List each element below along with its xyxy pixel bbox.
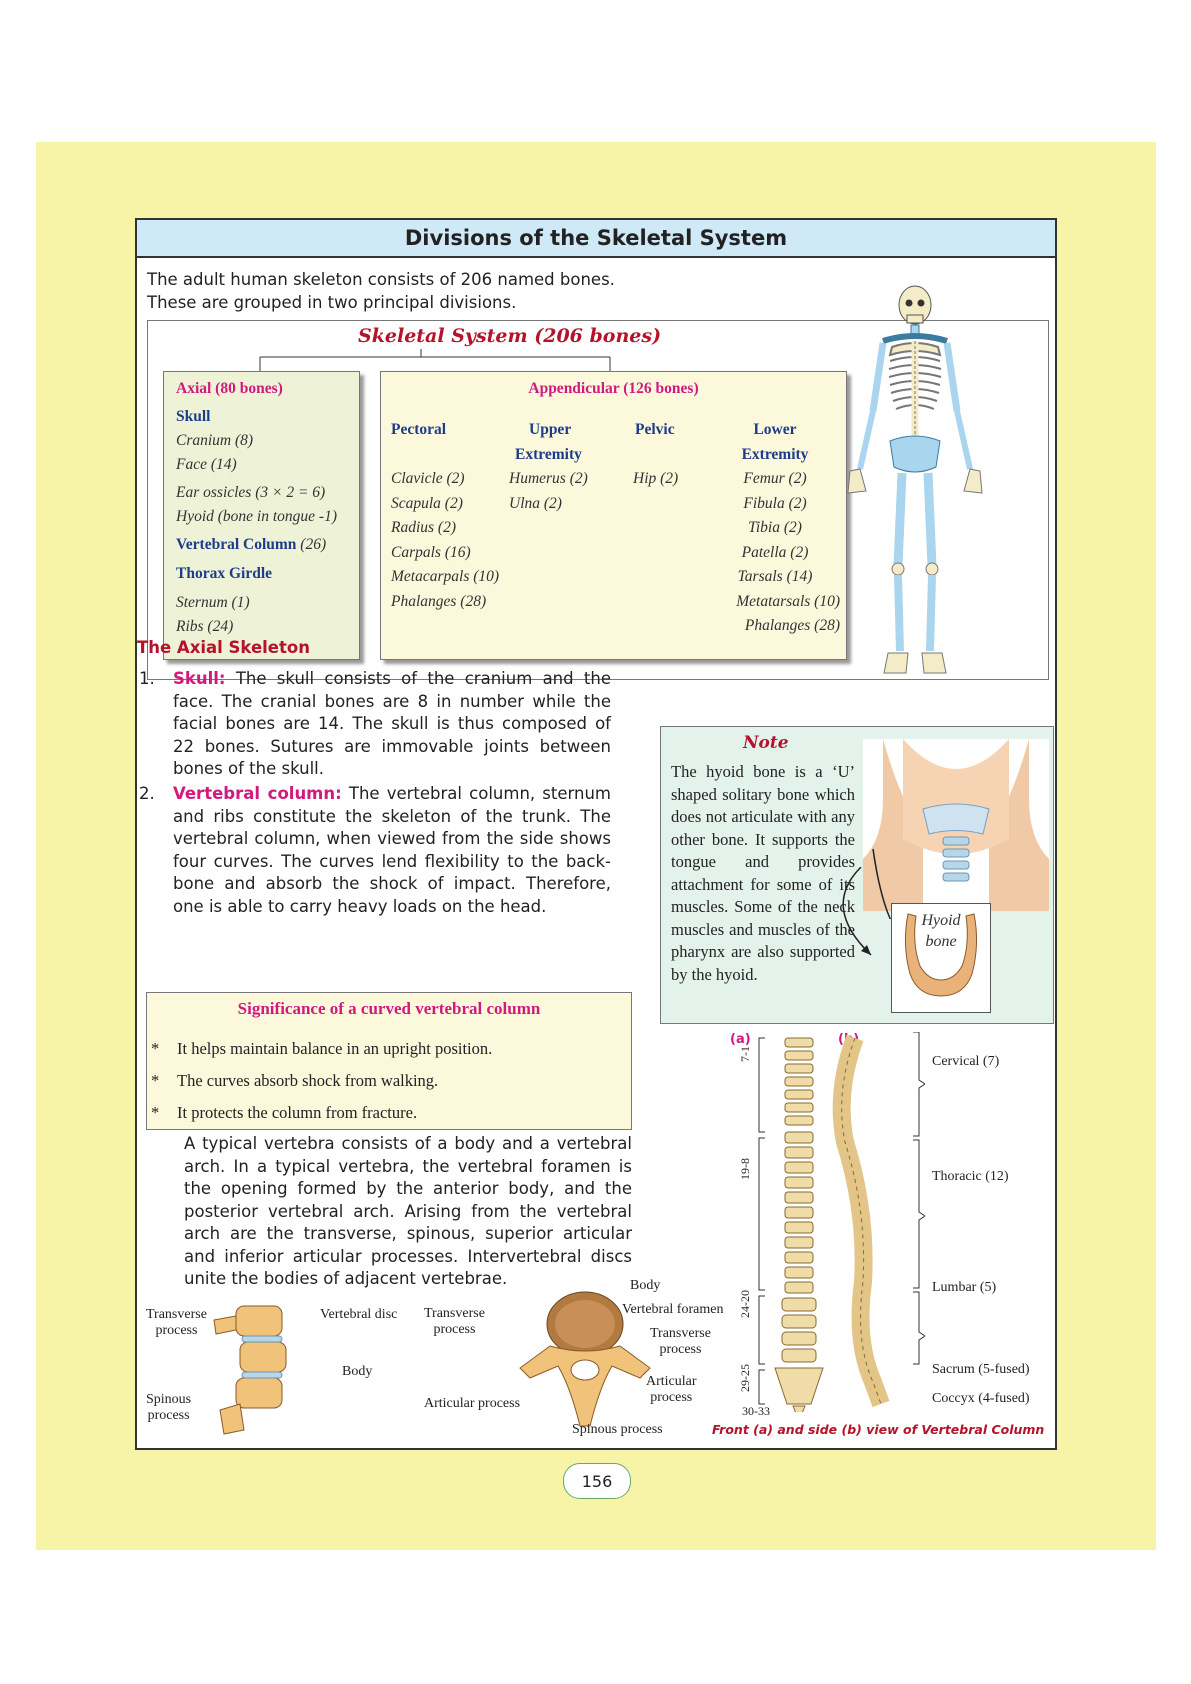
spine-cervical: Cervical (7) [932, 1054, 1000, 1069]
axial-item-2-number: 2. [139, 784, 155, 803]
upper-label-2: Extremity [515, 445, 582, 463]
lower-item: Fibula (2) [743, 494, 807, 512]
axial-thorax: Thorax Girdle [176, 565, 273, 582]
axial-item-2-term: Vertebral column: [173, 784, 342, 803]
label-articular-2: Articular process [646, 1374, 697, 1405]
axial-item-2-text: The vertebral column, sternum and ribs constitute the skeleton of the trunk. The vertebral column, when viewed from the side shows four curves. The curves lend flexibility to the back-bone and absorb the shock of impact. Therefore, one is able to carry heavy loads on the head. [173, 784, 611, 916]
appendicular-heading: Appendicular (126 bones) [528, 380, 699, 397]
label-vertebral-disc: Vertebral disc [320, 1307, 398, 1322]
axial-ear-ossicles: Ear ossicles (3 × 2 = 6) [176, 484, 326, 501]
lower-label-2: Extremity [741, 445, 809, 463]
spine-thoracic: Thoracic (12) [932, 1169, 1009, 1184]
pectoral-item: Carpals (16) [391, 543, 471, 561]
label-articular-process: Articular process [424, 1396, 521, 1411]
intro-line-2: These are grouped in two principal divisions. [147, 293, 517, 312]
hyoid-label-1: Hyoid [921, 912, 961, 929]
skeleton-illustration [828, 281, 1003, 676]
range-label-3: 24-20 [738, 1290, 752, 1318]
significance-list [151, 1033, 492, 1129]
lower-extremity-column [710, 418, 840, 639]
pectoral-item: Phalanges (28) [391, 592, 487, 610]
label-body-1: Body [342, 1364, 373, 1379]
schema-connector-lines [148, 321, 848, 373]
skeletal-system-schema [147, 320, 1049, 680]
axial-box [163, 371, 360, 660]
pectoral-item: Metacarpals (10) [391, 568, 500, 585]
range-label-2: 19-8 [738, 1158, 752, 1180]
vertebra-paragraph: A typical vertebra consists of a body and a vertebral arch. In a typical vertebra, the vertebral foramen is the opening formed by the anterior body, and the posterior vertebral arch. Arising from the vertebral arch are the transverse, spinous, superior articular and inferior articular processes. Intervertebral discs unite the bodies of adjacent vertebrae. [184, 1134, 632, 1288]
label-spinous-process: Spinous process [572, 1422, 663, 1437]
spine-caption: Front (a) and side (b) view of Vertebral Column [712, 1422, 1045, 1437]
hyoid-inset [891, 903, 991, 1013]
lower-item: Tarsals (14) [737, 568, 813, 585]
pectoral-label: Pectoral [391, 421, 447, 438]
hyoid-arrow [821, 867, 901, 967]
upper-item: Ulna (2) [509, 494, 562, 512]
bullet: * [151, 1103, 160, 1122]
significance-title: Significance of a curved vertebral column [237, 999, 541, 1018]
axial-face: Face (14) [176, 456, 237, 473]
spine-label-a: (a) [730, 1032, 751, 1047]
pelvic-label: Pelvic [635, 421, 675, 438]
lower-item: Phalanges (28) [744, 617, 840, 634]
bullet: * [151, 1071, 160, 1090]
lower-item: Tibia (2) [748, 519, 802, 536]
label-transverse-2: Transverse process [424, 1306, 485, 1337]
significance-item [151, 1097, 492, 1129]
range-label-5: 30-33 [742, 1404, 770, 1418]
axial-item-1-number: 1. [139, 669, 155, 688]
axial-skull: Skull [176, 408, 211, 425]
upper-label-1: Upper [529, 421, 572, 438]
note-box [660, 726, 1054, 1024]
significance-text: The curves absorb shock from walking. [177, 1071, 439, 1090]
axial-vertebral-row [176, 536, 326, 554]
label-transverse-3: Transverse process [650, 1326, 711, 1357]
lower-item: Patella (2) [741, 543, 809, 561]
note-text: The hyoid bone is a ‘U’ shaped solitary bone which does not articulate with any other bone. It supports the tongue and provides attachment for some of its muscles. Some of the neck muscles and muscles of the pharynx are also supported by the hyoid. [671, 762, 855, 984]
pectoral-item: Radius (2) [391, 519, 457, 536]
intro-line-1: The adult human skeleton consists of 206 named bones. [147, 270, 615, 289]
axial-item-1-text: The skull consists of the cranium and the face. The cranial bones are 8 in number while the facial bones are 14. The skull is thus composed of 22 bones. Sutures are immovable joints between bones of the skull. [173, 669, 611, 778]
label-spinous-1: Spinous process [146, 1392, 192, 1423]
axial-sternum: Sternum (1) [176, 594, 250, 611]
axial-cranium: Cranium (8) [176, 432, 254, 449]
range-label-4: 29-25 [738, 1364, 752, 1392]
significance-text: It protects the column from fracture. [177, 1103, 418, 1122]
significance-item [151, 1065, 492, 1097]
significance-item [151, 1033, 492, 1065]
appendicular-box [380, 371, 847, 660]
hyoid-bone-icon [898, 904, 984, 1012]
axial-item-1 [137, 668, 611, 781]
range-label-1: 7-1 [738, 1046, 752, 1062]
page-number: 156 [563, 1463, 631, 1499]
axial-ribs: Ribs (24) [176, 618, 234, 635]
axial-vertebral-count: (26) [296, 536, 327, 553]
schema-title: Skeletal System (206 bones) [358, 325, 662, 347]
vertebrae-side-illustration [200, 1300, 310, 1440]
pectoral-item: Clavicle (2) [391, 470, 465, 487]
label-body-2: Body [630, 1278, 661, 1293]
upper-extremity-column [509, 418, 588, 516]
label-transverse-1: Transverse process [146, 1307, 207, 1338]
pelvic-item: Hip (2) [633, 470, 679, 487]
axial-skeleton-heading: The Axial Skeleton [137, 638, 310, 657]
pelvic-column [633, 418, 678, 492]
spine-lumbar: Lumbar (5) [932, 1280, 997, 1295]
lower-label-1: Lower [753, 421, 797, 438]
axial-item-1-term: Skull: [173, 669, 226, 688]
spine-label-b: (b) [838, 1032, 860, 1047]
pectoral-item: Scapula (2) [391, 494, 463, 512]
spine-coccyx: Coccyx (4-fused) [932, 1391, 1030, 1406]
pectoral-column [391, 418, 499, 614]
upper-item: Humerus (2) [509, 470, 588, 487]
axial-vertebral: Vertebral Column [176, 536, 297, 553]
lower-item: Metatarsals (10) [736, 592, 840, 610]
lower-item: Femur (2) [743, 470, 807, 487]
spine-sacrum: Sacrum (5-fused) [932, 1362, 1030, 1377]
significance-box [146, 992, 632, 1130]
label-vertebral-foramen: Vertebral foramen [622, 1302, 724, 1317]
significance-text: It helps maintain balance in an upright position. [177, 1039, 493, 1058]
axial-heading: Axial (80 bones) [176, 380, 283, 397]
intro-text [147, 268, 615, 314]
axial-hyoid: Hyoid (bone in tongue -1) [176, 508, 337, 525]
note-title: Note [743, 733, 789, 753]
hyoid-label-2: bone [925, 933, 957, 950]
spine-illustration [755, 1032, 925, 1412]
bullet: * [151, 1039, 160, 1058]
page-title: Divisions of the Skeletal System [137, 220, 1055, 258]
axial-item-2 [137, 783, 611, 918]
